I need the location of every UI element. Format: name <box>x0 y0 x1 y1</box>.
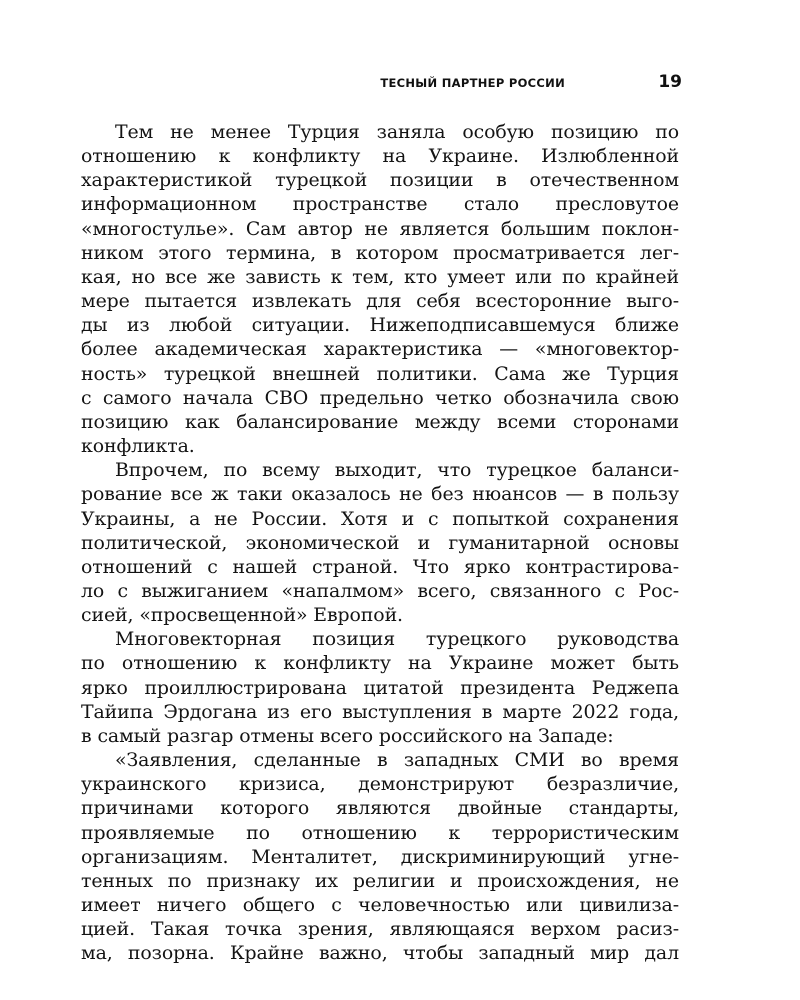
text-line: тенных по признаку их религии и происхождения, не <box>81 869 679 892</box>
text-line: кая, но все же зависть к тем, кто умеет или по крайней <box>81 265 679 288</box>
text-line: по отношению к конфликту на Украине может быть <box>81 652 679 675</box>
text-line: мере пытается извлекать для себя всесторонние выго- <box>81 290 679 313</box>
text-line: цией. Такая точка зрения, являющаяся верхом расиз- <box>81 918 679 941</box>
page-number: 19 <box>658 72 682 92</box>
text-line: конфликта. <box>81 435 195 458</box>
text-line: Тайипа Эрдогана из его выступления в марте 2022 года, <box>81 700 679 723</box>
text-line: характеристикой турецкой позиции в отечественном <box>81 169 679 192</box>
text-line: Тем не менее Турция заняла особую позицию по <box>115 121 679 143</box>
running-title: ТЕСНЫЙ ПАРТНЕР РОССИИ <box>380 76 565 90</box>
text-line: рование все ж таки оказалось не без нюансов — в пользу <box>81 483 679 506</box>
text-line: Впрочем, по всему выходит, что турецкое баланси- <box>115 459 679 482</box>
text-line: ло с выжиганием «напалмом» всего, связанного с Рос- <box>81 579 679 602</box>
quotation-paragraph <box>81 748 679 965</box>
text-line: отношений с нашей страной. Что ярко контрастирова- <box>81 555 679 578</box>
text-line: позицию как балансирование между всеми сторонами <box>81 410 679 433</box>
text-line: с самого начала СВО предельно четко обозначила свою <box>81 386 679 409</box>
text-line: сией, «просвещенной» Европой. <box>81 604 403 627</box>
paragraph <box>81 120 679 458</box>
text-line: «многостулье». Сам автор не является большим поклон- <box>81 217 679 240</box>
text-line: отношению к конфликту на Украине. Излюбленной <box>81 145 679 168</box>
text-line: ды из любой ситуации. Нижеподписавшемуся ближе <box>81 314 679 337</box>
text-line: «Заявления, сделанные в западных СМИ во время <box>115 749 679 772</box>
text-line: Многовекторная позиция турецкого руководства <box>115 628 679 651</box>
text-line: причинами которого являются двойные стандарты, <box>81 797 679 820</box>
text-line: ником этого термина, в котором просматривается лег- <box>81 241 679 264</box>
text-line: ярко проиллюстрирована цитатой президента Реджепа <box>81 676 679 699</box>
text-line: политической, экономической и гуманитарной основы <box>81 531 679 554</box>
text-line: ность» турецкой внешней политики. Сама же Турция <box>81 362 679 385</box>
text-line: имеет ничего общего с человечностью или цивилиза- <box>81 894 679 916</box>
text-line: проявляемые по отношению к террористическим <box>81 821 679 844</box>
text-line: информационном пространстве стало пресловутое <box>81 193 679 216</box>
text-line: организациям. Менталитет, дискриминирующий угне- <box>81 845 679 868</box>
text-line: Украины, а не России. Хотя и с попыткой сохранения <box>81 507 679 530</box>
paragraph <box>81 627 679 748</box>
paragraph <box>81 458 679 627</box>
text-line: ма, позорна. Крайне важно, чтобы западный мир дал <box>81 942 679 965</box>
text-line: более академическая характеристика — «многовектор- <box>81 338 679 361</box>
text-line: украинского кризиса, демонстрируют безразличие, <box>81 773 679 796</box>
body-text <box>81 120 679 965</box>
text-line: в самый разгар отмены всего российского на Западе: <box>81 724 614 747</box>
